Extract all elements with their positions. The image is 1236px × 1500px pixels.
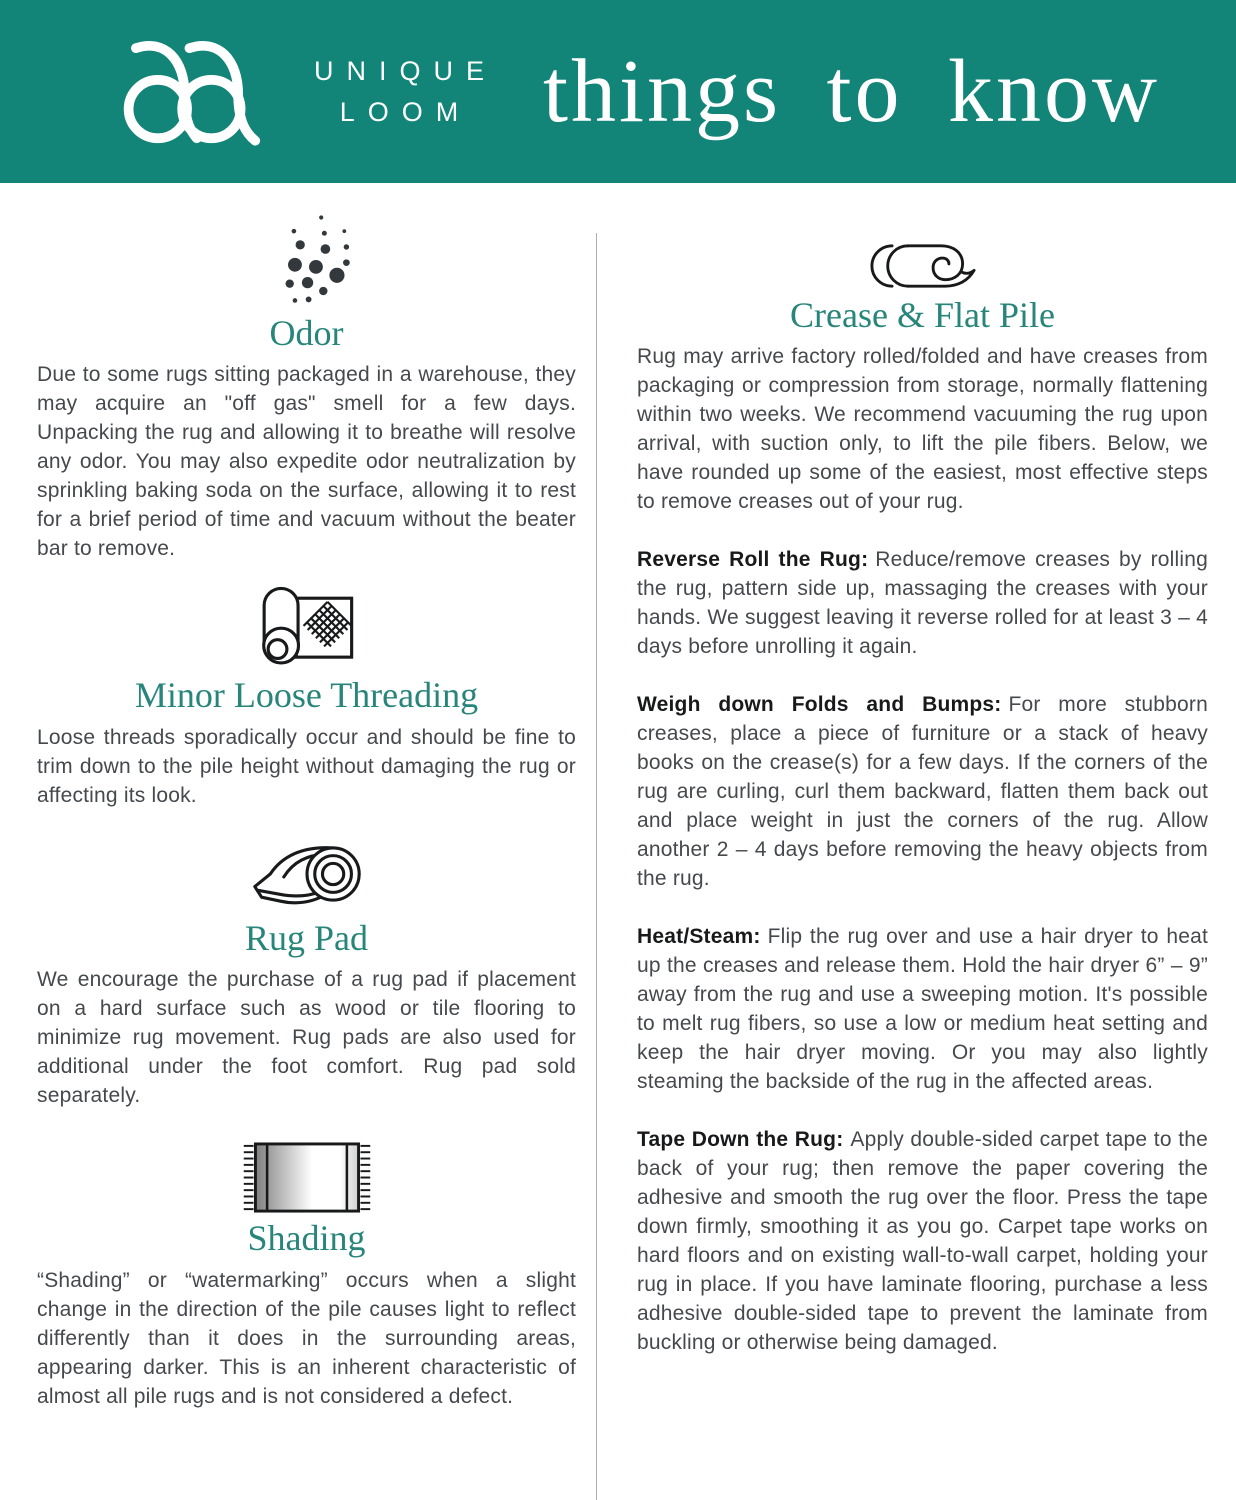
section-heading: Minor Loose Threading [134, 675, 479, 716]
tip-heat-steam [637, 922, 1208, 1096]
tip-label: Heat/Steam: [637, 925, 761, 949]
unique-loom-logo-icon [98, 36, 298, 148]
shaded-rug-fringe-icon [242, 1142, 372, 1214]
tip-label: Tape Down the Rug: [637, 1128, 844, 1152]
right-column [597, 209, 1236, 1500]
section-body: Loose threads sporadically occur and should be fine to trim down to the pile height without damaging the rug or affecting its look. [37, 725, 576, 807]
section-heading: Shading [247, 1218, 366, 1259]
creased-rolled-rug-icon [869, 241, 977, 291]
tip-text: Apply double-sided carpet tape to the back of your rug; then remove the paper covering the adhesive and smooth the rug over the floor. Press the tape down firmly, smoothing it as you go. Carpet tape works on hard floors and on existing wall-to-wall carpet, holding your rug in place. If you have laminate flooring, purchase a less adhesive double-sided tape to prevent the laminate from buckling or otherwise being damaged. [637, 1128, 1208, 1355]
tip-label: Reverse Roll the Rug: [637, 548, 869, 572]
content-area [0, 183, 1236, 1500]
tip-reverse-roll [637, 545, 1208, 661]
brand-name [314, 51, 497, 132]
section-body: Due to some rugs sitting packaged in a warehouse, they may acquire an "off gas" smell for a few days. Unpacking the rug and allowing it to breathe will resolve any odor. You may also expedite odor neutralization by sprinkling baking soda on the surface, allowing it to rest for a brief period of time and vacuum without the beater bar to remove. [37, 363, 576, 561]
brand-line-1: UNIQUE [314, 56, 498, 86]
section-intro: Rug may arrive factory rolled/folded and have creases from packaging or compression from storage, normally flattening within two weeks. We recommend vacuuming the rug upon arrival, with suction only, to lift the pile fibers. Below, we have rounded up some of the easiest, most effective steps to remove creases out of your rug. [637, 345, 1208, 514]
brand-logo [98, 36, 497, 148]
header-banner [0, 0, 1236, 183]
section-rug-pad [37, 834, 576, 1110]
section-loose-threading [37, 579, 576, 809]
rolled-rug-crosshatch-icon [257, 579, 357, 671]
brand-line-2: LOOM [339, 96, 472, 127]
tip-tape-down [637, 1125, 1208, 1357]
tip-text: Reduce/remove creases by rolling the rug, pattern side up, massaging the creases with your hands. We suggest leaving it reverse rolled for at least 3 – 4 days before unrolling it again. [637, 548, 1208, 659]
section-heading: Rug Pad [244, 917, 368, 958]
section-crease-flat-pile [637, 241, 1208, 1357]
section-body: We encourage the purchase of a rug pad if placement on a hard surface such as wood or tile flooring to minimize rug movement. Rug pads are also used for additional under the foot comfort. Rug pad sold separately. [37, 968, 576, 1108]
section-shading [37, 1142, 576, 1410]
section-heading: Odor [269, 313, 344, 353]
tip-text: For more stubborn creases, place a piece of furniture or a stack of heavy books on the crease(s) for a few days. If the corners of the rug are curling, curl them backward, flatten them back out and place weight in just the corners of the rug. Allow another 2 – 4 days before removing the heavy objects from the rug. [637, 693, 1209, 891]
tip-text: Flip the rug over and use a hair dryer to heat up the creases and release them. Hold the hair dryer 6” – 9” away from the rug and use a sweeping motion. It's possible to melt rug fibers, so use a low or medium heat setting and keep the hair dryer moving. Or you may also lightly steaming the backside of the rug in the affected areas. [637, 925, 1208, 1094]
section-body: “Shading” or “watermarking” occurs when a slight change in the direction of the pile causes light to reflect differently than it does in the surrounding areas, appearing darker. This is an inherent characteristic of almost all pile rugs and is not considered a defect. [37, 1268, 576, 1408]
section-heading: Crease & Flat Pile [790, 295, 1055, 335]
rug-pad-roll-icon [249, 834, 365, 914]
odor-dots-icon [254, 209, 359, 309]
tip-weigh-down [637, 690, 1208, 893]
left-column [0, 209, 596, 1500]
page-title: things to know [542, 42, 1161, 141]
tip-label: Weigh down Folds and Bumps: [637, 693, 1002, 717]
section-odor [37, 209, 576, 563]
